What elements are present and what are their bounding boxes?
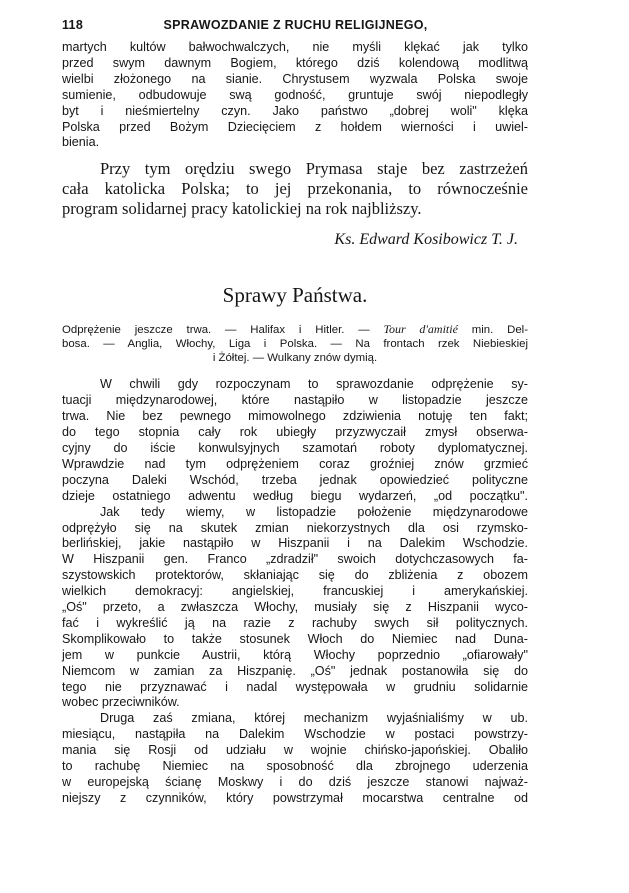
text-line: sumienie, odbudowuje swą godność, gruntuje swój niepodległy — [62, 87, 528, 102]
paragraph — [62, 505, 528, 712]
summary-line: i Żółtej. — Wulkany znów dymią. — [212, 352, 378, 365]
summary-line: bosa. — Anglia, Włochy, Liga i Polska. — Na frontach rzek Niebieskiej — [62, 338, 528, 351]
running-title: SPRAWOZDANIE Z RUCHU RELIGIJNEGO, — [163, 18, 428, 32]
text-line: W chwili gdy rozpoczynam to sprawozdanie odprężenie sy- — [100, 377, 528, 392]
text-line: cała katolicka Polska; to jej przekonania, to równocześnie — [62, 179, 528, 199]
text-line: fać i wykreślić ją na razie z rachuby swych sił politycznych. — [62, 615, 528, 630]
text-line: poczyna Daleki Wschód, trzeba jednak opowiedzieć polityczne — [62, 472, 528, 487]
text-line: odprężyło się na skutek zmian niekorzystnych dla osi rzymsko- — [62, 520, 528, 535]
intro-paragraph — [62, 40, 528, 151]
closing-paragraph — [62, 159, 528, 219]
text-line: szystowskich protektorów, skłaniając się do zbliżenia z obozem — [62, 568, 528, 583]
section-body — [62, 377, 528, 806]
text-line: byt i nieśmiertelny czyn. Jako państwo „dobrej woli" klęka — [62, 103, 528, 118]
text-line: Jak tedy wiemy, w listopadzie położenie międzynarodowe — [100, 504, 528, 519]
text-line: Druga zaś zmiana, której mechanizm wyjaśnialiśmy w ub. — [100, 711, 528, 726]
text-line: mania się Rosji od udziału w wojnie chińsko-japońskiej. Obaliło — [62, 743, 528, 758]
text-line: Niemcom w zamian za Hiszpanię. „Oś" jednak postanowiła się do — [62, 663, 528, 678]
text-line: cyjny do iście konwulsyjnych szamotań roboty dyplomatycznej. — [62, 440, 528, 455]
summary-text: Odprężenie jeszcze trwa. — Halifax i Hitler. — — [62, 324, 384, 337]
text-line: do tego stopnia cały rok ubiegły przyzwyczaił zmysł obserwa- — [62, 425, 528, 440]
text-line: W Hiszpanii gen. Franco „zdradził" swoich dotychczasowych fa- — [62, 552, 528, 567]
text-line: wobec przeciwników. — [62, 695, 180, 710]
text-line: „Oś" przeto, a zwłaszcza Włochy, musiały się z Hiszpanii wyco- — [62, 600, 528, 615]
text-line: berlińskiej, jakie nastąpiło w Hiszpanii i na Dalekim Wschodzie. — [62, 536, 528, 551]
book-page — [62, 18, 528, 807]
text-line: dzieje ostatniego adwentu według biegu wydarzeń, „od początku". — [62, 488, 528, 503]
text-line: trwa. Nie bez pewnego mimowolnego zdziwienia notuję ten fakt; — [62, 409, 528, 424]
text-line: program solidarnej pracy katolickiej na rok najbliższy. — [62, 199, 422, 219]
text-line: wielkich demokracyj: angielskiej, francuskiej i amerykańskiej. — [62, 584, 528, 599]
text-line: tuacji międzynarodowej, które nastąpiło w listopadzie jeszcze — [62, 393, 528, 408]
text-line: Wprawdzie nad tym odprężeniem coraz groźniej znów grzmieć — [62, 456, 528, 471]
text-line: Polska przed Bożym Dziecięciem z hołdem wierności i uwiel- — [62, 119, 528, 134]
summary-text: min. Del- — [457, 324, 529, 337]
text-line: miesiącu, nastąpiła na Dalekim Wschodzie w postaci powstrzy- — [62, 727, 528, 742]
text-line: bienia. — [62, 135, 100, 150]
text-line: to rachubę Niemiec na sposobność dla zbrojnego uderzenia — [62, 759, 528, 774]
section-title: Sprawy Państwa. — [222, 283, 368, 308]
summary-italic: Tour d'amitié — [383, 322, 458, 337]
text-line: przed swym dawnym Bogiem, którego dziś kolendową modlitwą — [62, 55, 528, 70]
page-number: 118 — [62, 18, 84, 32]
text-line: Przy tym orędziu swego Prymasa staje bez zastrzeżeń — [100, 159, 528, 179]
summary-line — [62, 322, 528, 337]
text-line: jem w punkcie Austrii, którą Włochy poprzednio „ofiarowały" — [62, 647, 528, 662]
text-line: Skomplikowało to także stosunek Włoch do Niemiec nad Duna- — [62, 631, 528, 646]
paragraph — [62, 377, 528, 504]
text-line: wielbi złożonego na sianie. Chrystusem wyzwala Polska swoje — [62, 71, 528, 86]
text-line: tego nie przyznawać i nadal występowała w grudniu solidarnie — [62, 679, 528, 694]
text-line: w europejską ścianę Moskwy i do dziś jeszcze stanowi najważ- — [62, 775, 528, 789]
text-line: niejszy z czynników, który powstrzymał mocarstwa centralne od — [62, 790, 528, 805]
section-summary — [62, 322, 528, 365]
text-line: martych kultów bałwochwalczych, nie myśli klękać jak tylko — [62, 40, 528, 54]
running-header — [62, 18, 528, 40]
author-signature: Ks. Edward Kosibowicz T. J. — [334, 231, 518, 249]
paragraph — [62, 711, 528, 806]
